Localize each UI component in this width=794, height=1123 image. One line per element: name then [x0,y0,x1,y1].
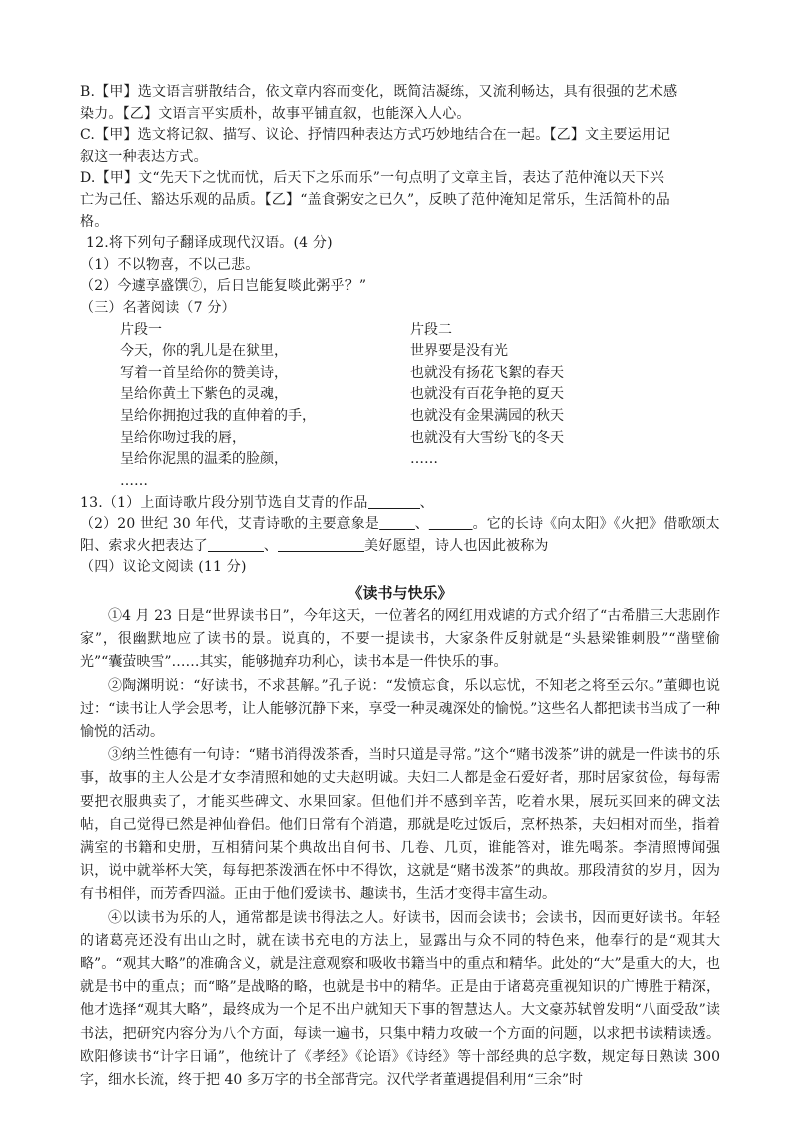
excerpt-one [120,320,316,493]
poem-line: 呈给你黄土下紫色的灵魂， [120,386,288,403]
question-13-part-2: （2）20 世纪 30 年代，艾青诗歌的主要意象是 、 。它的长诗《向太阳》《火把》借歌颂太 [80,516,720,533]
paragraph-3: ③纳兰性德有一句诗：“赌书消得泼茶香，当时只道是寻常。”这个“赌书泼茶”讲的就是一件读书的乐事，故事的主人公是才女李清照和她的丈夫赵明诚。夫妇二人都是金石爱好者，那时居家贫俭，每每需要把衣服典卖了，才能买些碑文、水果回家。但他们并不感到辛苦，吃着水果，展玩买回来的碑文法帖，自己觉得已然是神仙眷侣。他们日常有个消遣，那就是吃过饭后，烹杯热茶，夫妇相对而坐，指着满室的书籍和史册，互相猜问某个典故出自何书、几卷、几页，谁能答对，谁先喝茶。李清照博闻强识，说中就举杯大笑，每每把茶泼洒在怀中不得饮，这就是“赌书泼茶”的典故。那段清贫的岁月，因为有书相伴，而芳香四溢。正由于他们爱读书、趣读书，生活才变得丰富生动。 [80,747,720,903]
option-c [80,125,720,168]
answer-blank[interactable] [368,494,420,509]
option-d [80,168,720,233]
paragraph-1: ①4 月 23 日是“世界读书日”，今年这天，一位著名的网红用戏谑的方式介绍了“古希腊三大悲剧作家”，很幽默地应了读书的景。说真的，不要一提读书，大家条件反射就是“头悬梁锥刺股”“凿壁偷光”“囊萤映雪”……其实，能够抛弃功利心，读书本是一件快乐的事。 [80,607,720,671]
poem-line: …… [120,472,148,489]
poem-line: 呈给你吻过我的唇， [120,429,246,446]
text-line: 染力。【乙】文语言平实质朴，故事平铺直叙，也能深入人心。 [80,105,471,122]
text-line: 格。 [80,213,109,230]
section-heading-3: （三）名著阅读（7 分） [80,299,236,316]
question-stem: 12.将下列句子翻译成现代汉语。(4 分) [86,235,333,252]
question-12 [80,233,720,298]
exam-page [80,82,720,1092]
poem-line: 世界要是没有光 [410,343,508,360]
poem-line: 也就没有大雪纷飞的冬天 [410,429,564,446]
text-line: B.【甲】选文语言骈散结合，依文章内容而变化，既简洁凝练，又流利畅达，具有很强的艺术感 [80,84,678,100]
article-body [80,605,720,1092]
answer-blank[interactable] [278,537,364,552]
option-b [80,82,720,125]
answer-blank[interactable] [208,537,264,552]
poem-line: 也就没有扬花飞絮的春天 [410,364,564,381]
poem-line: 片段一 [120,321,162,338]
text-line: C.【甲】选文将记叙、描写、议论、抒情四种表达方式巧妙地结合在一起。【乙】文主要运用记 [80,127,671,144]
poem-line: …… [410,451,438,468]
question-13-part-1: 13.（1）上面诗歌片段分别节选自艾青的作品 、 [80,494,434,511]
sentence-2: （2）今遽享盛馔⑦，后日岂能复啖此粥乎？” [80,278,367,295]
answer-blank[interactable] [379,515,415,530]
article-title: 《读书与快乐》 [347,583,453,602]
question-13-part-2-cont: 阳、索求火把表达了 、 美好愿望，诗人也因此被称为 [80,537,549,554]
sentence-1: （1）不以物喜，不以己悲。 [80,256,260,273]
poem-line: 写着一首呈给你的赞美诗， [120,364,288,381]
question-13 [80,493,720,558]
section-heading-4: （四）议论文阅读 (11 分) [80,559,247,576]
poem-excerpts [80,320,720,493]
paragraph-4: ④以读书为乐的人，通常都是读书得法之人。好读书，因而会读书；会读书，因而更好读书。年轻的诸葛亮还没有出山之时，就在读书充电的方法上，显露出与众不同的特色来，他奉行的是“观其大略”。“观其大略”的准确含义，就是注意观察和吸收书籍当中的重点和精华。此处的“大”是重大的大，也就是书中的重点；而“略”是战略的略，也就是书中的精华。正是由于诸葛亮重视知识的广博胜于精深，他才选择“观其大略”，最终成为一个足不出户就知天下事的智慧达人。大文豪苏轼曾发明“八面受敌”读书法，把研究内容分为八个方面，每读一遍书，只集中精力攻破一个方面的问题，以求把书读精读透。欧阳修读书“计字日诵”，他统计了《孝经》《论语》《诗经》等十部经典的总字数，规定每日熟读 300 字，细水长流，终于把 40 多万字的书全部背完。汉代学者董遇提倡利用“三余”时 [80,909,720,1088]
poem-line: 今天，你的乳儿是在狱里， [120,343,288,360]
text-line: D.【甲】文“先天下之忧而忧，后天下之乐而乐”一句点明了文章主旨，表达了范仲淹以天下兴 [80,170,665,187]
poem-line: 也就没有金果满园的秋天 [410,407,564,424]
poem-line: 呈给你泥黑的温柔的脸颜， [120,451,288,468]
poem-line: 也就没有百花争艳的夏天 [410,386,564,403]
paragraph-2: ②陶渊明说：“好读书，不求甚解。”孔子说：“发愤忘食，乐以忘忧，不知老之将至云尔。”董卿也说过：“读书让人学会思考，让人能够沉静下来，享受一种灵魂深处的愉悦。”这些名人都把读书当成了一种愉悦的活动。 [80,677,720,740]
excerpt-two [410,320,564,471]
answer-blank[interactable] [429,515,473,530]
poem-line: 片段二 [410,321,452,338]
poem-line: 呈给你拥抱过我的直伸着的手， [120,407,316,424]
text-line: 亡为己任、豁达乐观的品质。【乙】“盖食粥安之已久”，反映了范仲淹知足常乐，生活简朴的品 [80,191,670,208]
text-line: 叙这一种表达方式。 [80,148,208,165]
